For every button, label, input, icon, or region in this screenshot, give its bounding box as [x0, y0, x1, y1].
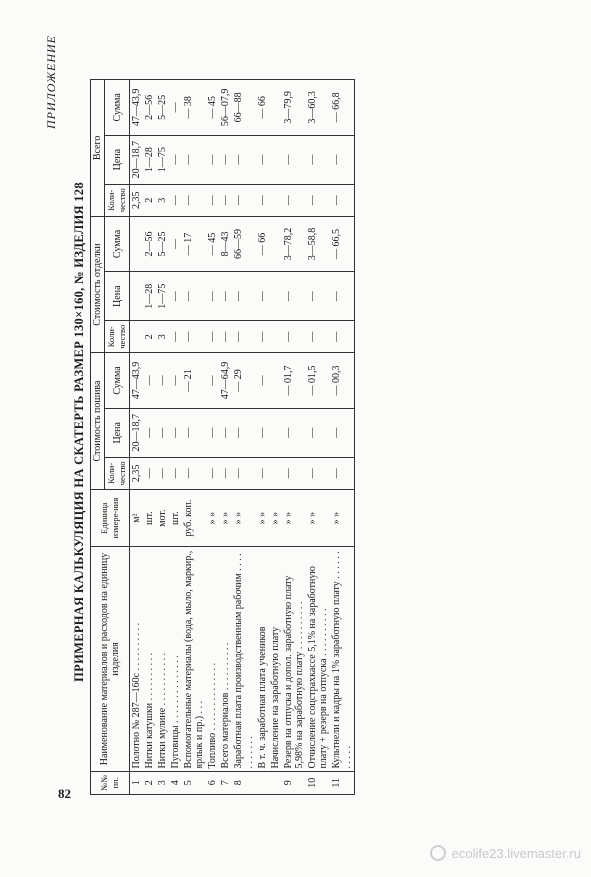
cell-f-qty: —: [282, 321, 306, 353]
cell-t-price: —: [330, 135, 355, 184]
cell-name: Вспомогательные материалы (вода, мыло, маркир., ярлык и пр.) . . .: [182, 547, 206, 771]
cell-f-sum: — 66,5: [330, 216, 355, 271]
cell-unit: » »: [330, 489, 355, 547]
cell-s-sum: — 00,3: [330, 353, 355, 408]
cell-f-price: —: [282, 272, 306, 321]
cell-t-price: 1—28: [143, 135, 156, 184]
cell-t-qty: —: [330, 184, 355, 216]
appendix-label: ПРИЛОЖЕНИЕ: [44, 35, 58, 129]
cell-s-price: —: [219, 408, 232, 457]
cell-t-qty: —: [232, 184, 256, 216]
header-price: Цена: [105, 272, 130, 321]
cell-f-price: 1—28: [143, 272, 156, 321]
cell-num: [269, 771, 282, 794]
cell-f-sum: — 45: [206, 216, 219, 271]
cell-f-sum: 8—43: [219, 216, 232, 271]
cell-t-price: —: [219, 135, 232, 184]
cell-s-qty: —: [206, 457, 219, 489]
cell-s-price: [269, 408, 282, 457]
cell-t-price: —: [206, 135, 219, 184]
cell-s-sum: [269, 353, 282, 408]
cell-t-qty: —: [182, 184, 206, 216]
cell-t-qty: 2: [143, 184, 156, 216]
cell-t-qty: —: [282, 184, 306, 216]
cell-name: Полотно № 287—160с . . . . . . . . . .: [130, 547, 144, 771]
cell-s-price: 20—18,7: [130, 408, 144, 457]
cell-s-qty: [269, 457, 282, 489]
table-row: [330, 80, 355, 795]
cell-s-qty: —: [143, 457, 156, 489]
cell-t-sum: 2—56: [143, 80, 156, 136]
cell-f-qty: —: [219, 321, 232, 353]
table-row: [219, 80, 232, 795]
cell-name: Резерв на отпуска и допол. заработную плату 5,98% на заработную плату . . . . . . . . . .: [282, 547, 306, 771]
cell-t-sum: — 45: [206, 80, 219, 136]
cell-s-qty: —: [182, 457, 206, 489]
watermark: [430, 845, 581, 861]
cell-f-qty: 2: [143, 321, 156, 353]
cell-t-qty: —: [219, 184, 232, 216]
header-name: Наименование материалов и расходов на единицу изделия: [91, 547, 130, 771]
cell-num: 2: [143, 771, 156, 794]
cell-num: 5: [182, 771, 206, 794]
cell-s-sum: — 01,7: [282, 353, 306, 408]
cell-s-sum: 47—64,9: [219, 353, 232, 408]
cell-s-qty: —: [156, 457, 169, 489]
header-price: Цена: [105, 408, 130, 457]
cell-t-sum: 5—25: [156, 80, 169, 136]
cell-name: Культнели и кадры на 1% заработную плату . . . . . . . . . . .: [330, 547, 355, 771]
cell-s-sum: — 29: [232, 353, 256, 408]
cell-s-qty: —: [330, 457, 355, 489]
cell-s-price: —: [232, 408, 256, 457]
table-title: ПРИМЕРНАЯ КАЛЬКУЛЯЦИЯ НА СКАТЕРТЬ РАЗМЕР 130×160, № ИЗДЕЛИЯ 128: [72, 182, 86, 682]
cell-f-price: —: [206, 272, 219, 321]
table-row: [206, 80, 219, 795]
cell-unit: руб. коп.: [182, 489, 206, 547]
header-total: Всего: [91, 80, 105, 217]
cell-unit: » »: [269, 489, 282, 547]
cell-t-sum: —: [169, 80, 182, 136]
cell-unit: м²: [130, 489, 144, 547]
cell-s-price: —: [330, 408, 355, 457]
cell-f-qty: [130, 321, 144, 353]
cell-unit: шт.: [143, 489, 156, 547]
cell-f-price: —: [232, 272, 256, 321]
cell-f-sum: 3—58,8: [306, 216, 330, 271]
cell-s-sum: —: [156, 353, 169, 408]
cell-f-qty: 3: [156, 321, 169, 353]
cell-name: Начисление на заработную плату: [269, 547, 282, 771]
cell-t-price: 1—75: [156, 135, 169, 184]
cell-name: Пуговицы . . . . . . . . . . . . . .: [169, 547, 182, 771]
table-row: [306, 80, 330, 795]
cell-f-price: [269, 272, 282, 321]
cell-unit: » »: [256, 489, 269, 547]
cell-s-qty: —: [256, 457, 269, 489]
cell-s-price: —: [143, 408, 156, 457]
cell-num: 11: [330, 771, 355, 794]
page-number: 82: [58, 786, 71, 801]
table-row: [169, 80, 182, 795]
cell-t-sum: 66—88: [232, 80, 256, 136]
cell-f-price: —: [182, 272, 206, 321]
cell-num: 4: [169, 771, 182, 794]
cell-t-price: —: [182, 135, 206, 184]
cell-t-sum: 3—79,9: [282, 80, 306, 136]
cell-unit: » »: [232, 489, 256, 547]
cell-s-sum: —: [169, 353, 182, 408]
cell-s-price: —: [156, 408, 169, 457]
cell-unit: » »: [282, 489, 306, 547]
cell-t-sum: 3—60,3: [306, 80, 330, 136]
cell-f-qty: —: [306, 321, 330, 353]
cell-f-sum: [269, 216, 282, 271]
cell-f-price: [130, 272, 144, 321]
cell-num: [256, 771, 269, 794]
header-num: №№ пп.: [91, 771, 130, 794]
header-sum: Сумма: [105, 216, 130, 271]
cell-s-sum: —: [143, 353, 156, 408]
cell-f-qty: —: [232, 321, 256, 353]
cell-f-sum: 66—59: [232, 216, 256, 271]
header-sum: Сумма: [105, 353, 130, 408]
cell-f-price: —: [169, 272, 182, 321]
table-row: [269, 80, 282, 795]
header-price: Цена: [105, 135, 130, 184]
cell-f-sum: 3—78,2: [282, 216, 306, 271]
cell-s-price: —: [282, 408, 306, 457]
cell-f-qty: [269, 321, 282, 353]
cell-t-sum: [269, 80, 282, 136]
cell-f-qty: —: [206, 321, 219, 353]
header-qty: Коли-чество: [105, 457, 130, 489]
cell-s-sum: — 01,5: [306, 353, 330, 408]
cell-t-price: —: [256, 135, 269, 184]
cell-f-qty: —: [256, 321, 269, 353]
cell-s-price: —: [182, 408, 206, 457]
cell-s-price: —: [256, 408, 269, 457]
cell-s-qty: —: [232, 457, 256, 489]
header-qty: Коли-чество: [105, 184, 130, 216]
cell-f-sum: — 66: [256, 216, 269, 271]
cell-s-sum: 47—43,9: [130, 353, 144, 408]
calculation-table: [90, 79, 355, 795]
header-sum: Сумма: [105, 80, 130, 136]
cell-name: Топливо . . . . . . . . . . . . . .: [206, 547, 219, 771]
cell-f-price: —: [306, 272, 330, 321]
cell-t-sum: — 66: [256, 80, 269, 136]
cell-t-price: —: [232, 135, 256, 184]
cell-t-qty: —: [306, 184, 330, 216]
cell-num: 3: [156, 771, 169, 794]
cell-t-price: —: [282, 135, 306, 184]
cell-t-sum: — 38: [182, 80, 206, 136]
cell-t-price: —: [169, 135, 182, 184]
cell-f-sum: —: [169, 216, 182, 271]
cell-t-qty: —: [169, 184, 182, 216]
cell-t-sum: — 66,8: [330, 80, 355, 136]
cell-f-price: —: [330, 272, 355, 321]
cell-num: 9: [282, 771, 306, 794]
cell-f-price: 1—75: [156, 272, 169, 321]
cell-t-sum: 56—07,9: [219, 80, 232, 136]
cell-f-qty: —: [169, 321, 182, 353]
table-row: [182, 80, 206, 795]
cell-t-price: —: [306, 135, 330, 184]
cell-name: Отчисление соцстрахкассе 5,1% на заработную плату + резерв на отпуска . . . . . . . . . .: [306, 547, 330, 771]
cell-num: 10: [306, 771, 330, 794]
table-row: [143, 80, 156, 795]
cell-s-price: —: [306, 408, 330, 457]
cell-t-qty: 3: [156, 184, 169, 216]
cell-f-price: —: [219, 272, 232, 321]
cell-s-price: —: [206, 408, 219, 457]
cell-t-sum: 47—43,9: [130, 80, 144, 136]
cell-t-qty: —: [256, 184, 269, 216]
cell-s-qty: 2,35: [130, 457, 144, 489]
cell-t-price: [269, 135, 282, 184]
cell-s-qty: —: [282, 457, 306, 489]
cell-unit: мот.: [156, 489, 169, 547]
cell-f-qty: —: [182, 321, 206, 353]
header-unit: Единица измере-ния: [91, 489, 130, 547]
cell-t-price: 20—18,7: [130, 135, 144, 184]
cell-unit: » »: [306, 489, 330, 547]
cell-name: Нитки мулине . . . . . . . . . . .: [156, 547, 169, 771]
cell-t-qty: 2,35: [130, 184, 144, 216]
cell-f-sum: — 17: [182, 216, 206, 271]
table-row: [256, 80, 269, 795]
cell-name: Заработная плата производственным рабочим . . . . . . . . . . .: [232, 547, 256, 771]
cell-s-price: —: [169, 408, 182, 457]
cell-s-sum: —: [206, 353, 219, 408]
cell-s-sum: —: [256, 353, 269, 408]
cell-f-sum: 5—25: [156, 216, 169, 271]
cell-s-sum: — 21: [182, 353, 206, 408]
table-row: [282, 80, 306, 795]
cell-f-sum: 2—56: [143, 216, 156, 271]
cell-f-qty: —: [330, 321, 355, 353]
watermark-text: ecolife23.livemaster.ru: [451, 845, 581, 861]
cell-f-sum: [130, 216, 144, 271]
cell-name: В т. ч. заработная плата учеников: [256, 547, 269, 771]
cell-s-qty: —: [306, 457, 330, 489]
table-row: [130, 80, 144, 795]
table-row: [156, 80, 169, 795]
cell-unit: шт.: [169, 489, 182, 547]
header-qty: Коли-чество: [105, 321, 130, 353]
cell-num: 7: [219, 771, 232, 794]
cell-num: 6: [206, 771, 219, 794]
cell-t-qty: [269, 184, 282, 216]
table-row: [232, 80, 256, 795]
cell-unit: » »: [219, 489, 232, 547]
cell-s-qty: —: [169, 457, 182, 489]
cell-name: Нитки катушки . . . . . . . . . .: [143, 547, 156, 771]
cell-s-qty: —: [219, 457, 232, 489]
cell-num: 8: [232, 771, 256, 794]
cell-f-price: —: [256, 272, 269, 321]
cell-t-qty: —: [206, 184, 219, 216]
livemaster-logo-icon: [430, 845, 446, 861]
cell-unit: » »: [206, 489, 219, 547]
header-finish: Стоимость отделки: [91, 216, 105, 353]
cell-name: Всего материалов . . . . . . . . . .: [219, 547, 232, 771]
cell-num: 1: [130, 771, 144, 794]
header-sewing: Стоимость пошива: [91, 353, 105, 490]
